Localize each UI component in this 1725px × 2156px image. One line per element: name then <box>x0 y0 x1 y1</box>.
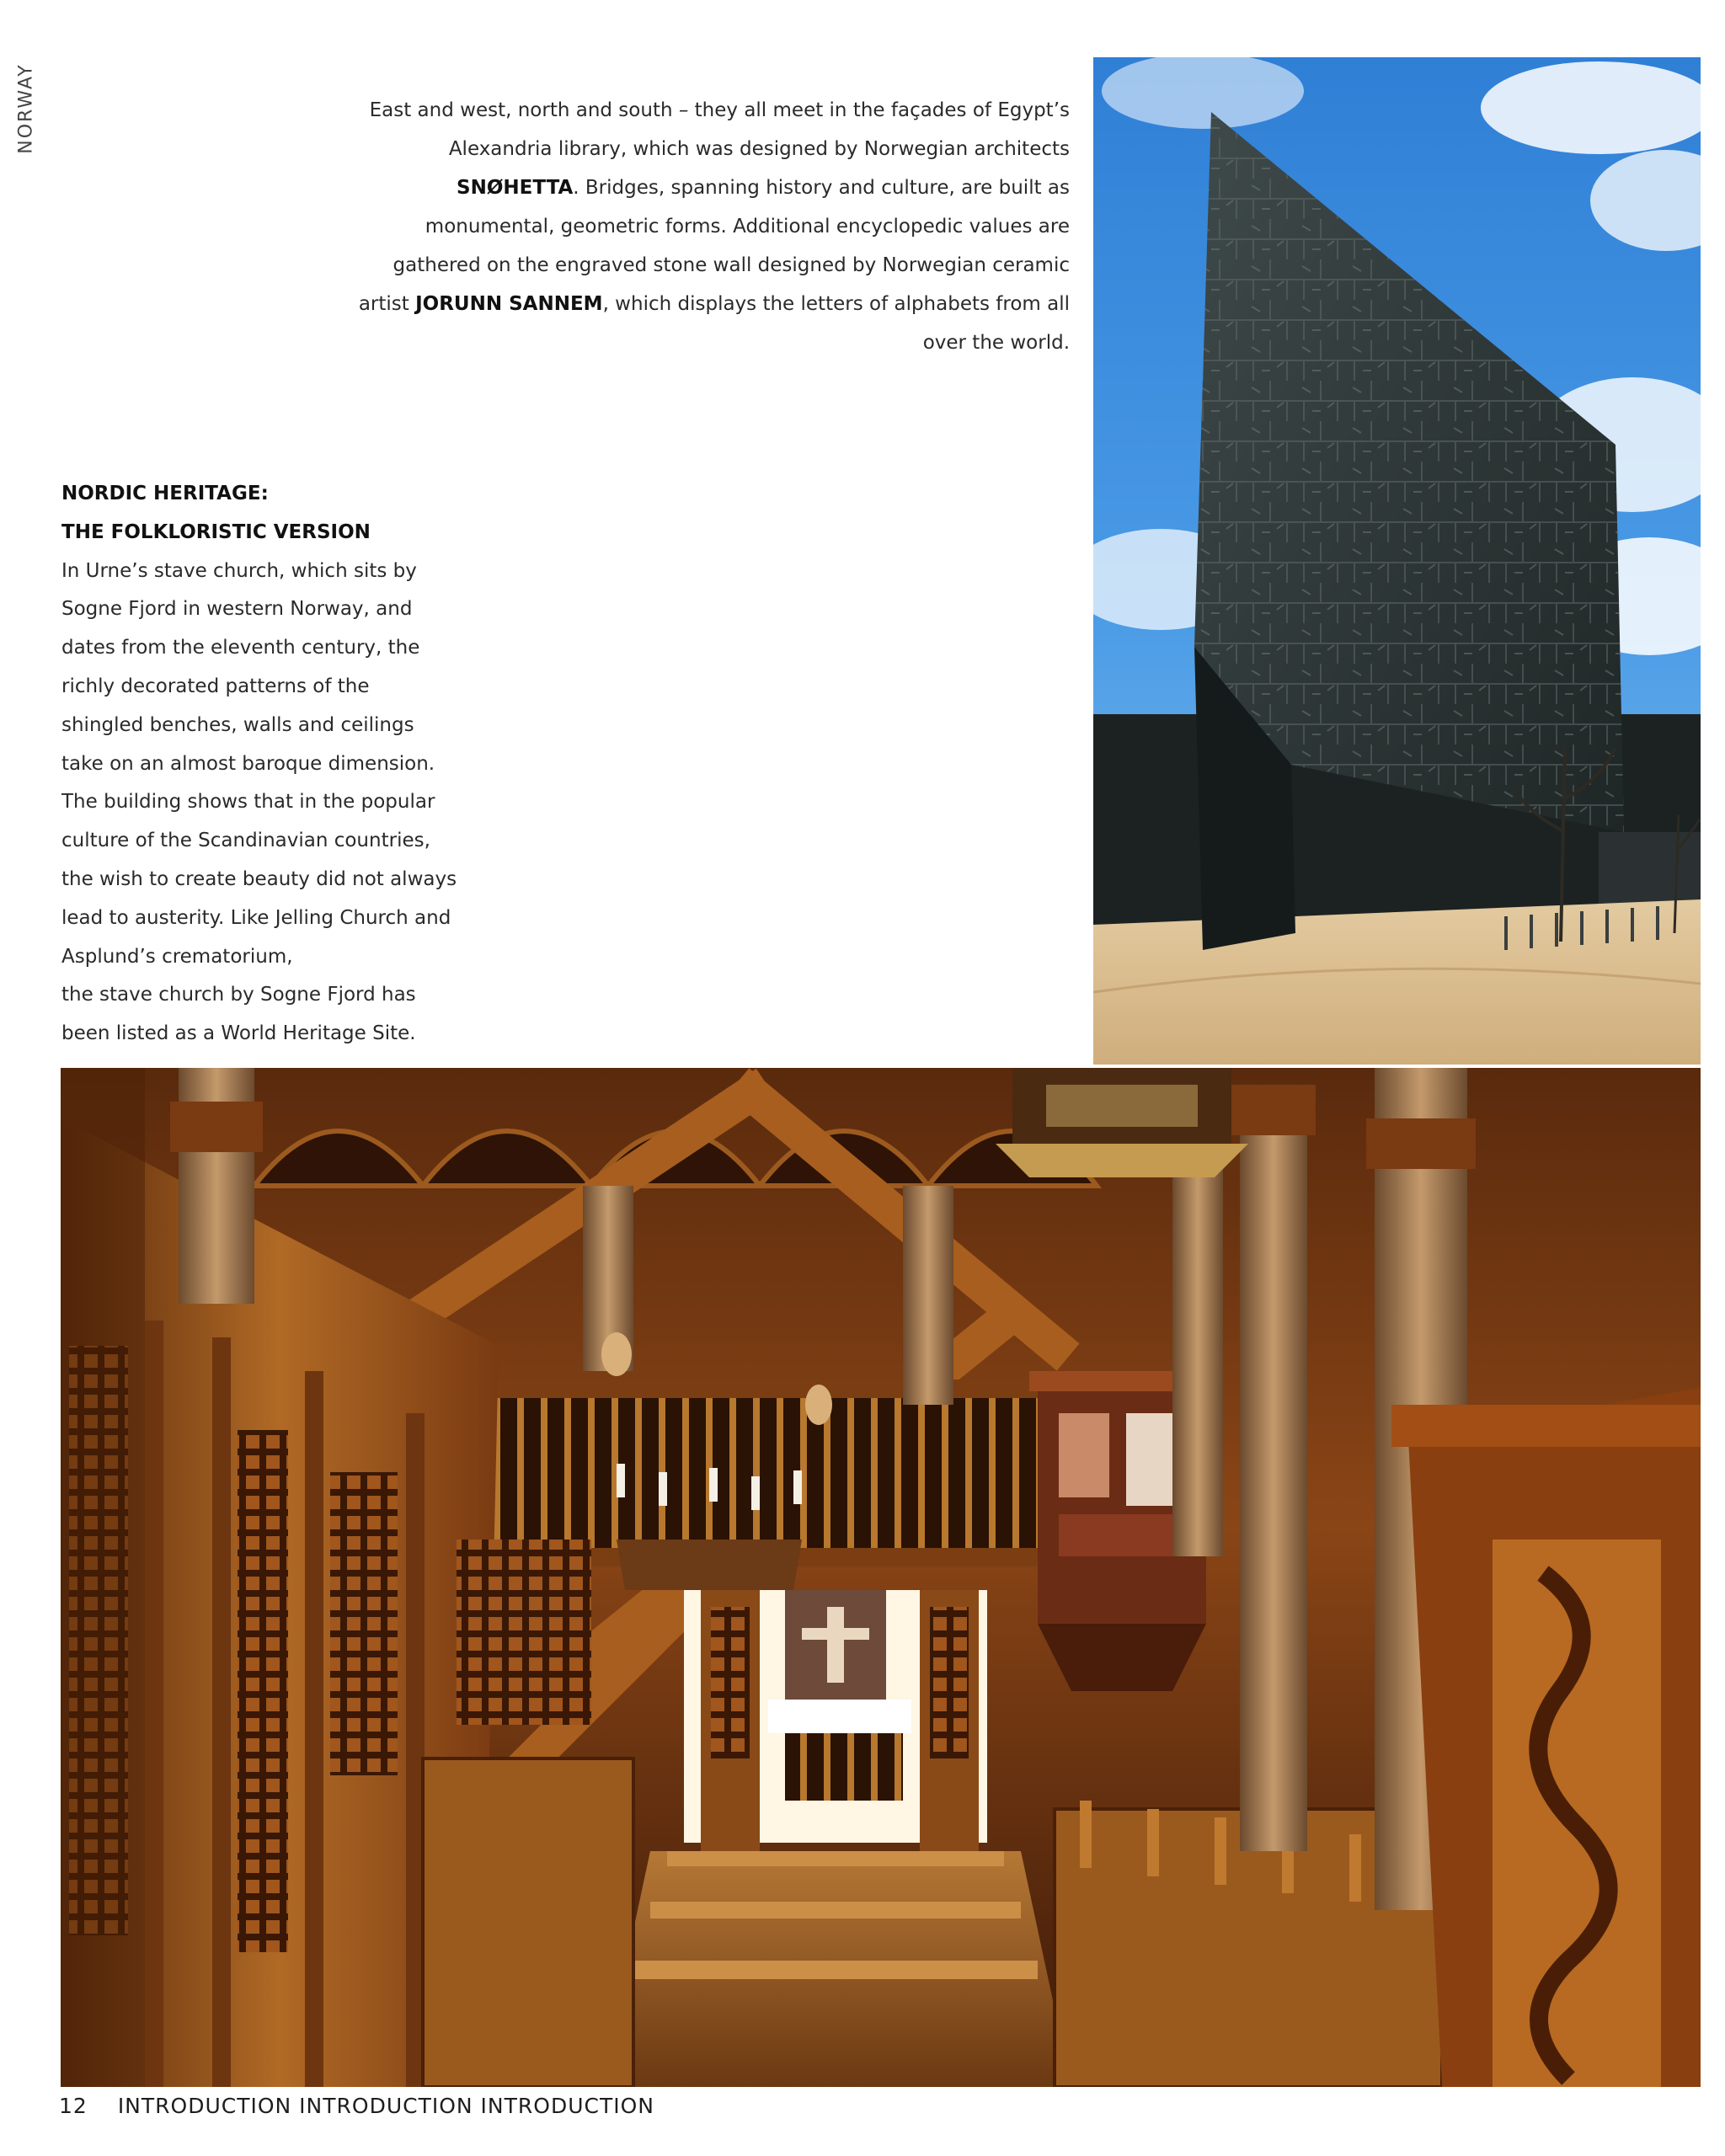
intro-part-3: , which displays the letters of alphabets from all over the world. <box>602 293 1070 354</box>
photo-stave-church-interior <box>61 1068 1701 2087</box>
heritage-text-block <box>61 475 457 1054</box>
heritage-heading-line-2: THE FOLKLORISTIC VERSION <box>61 520 371 543</box>
heritage-body: In Urne’s stave church, which sits by Sogne Fjord in western Norway, and dates from the eleventh century, the richly decorated patterns of the shingled benches, walls and ceilings take on an almost baroque dimension. The building shows that in the popular culture of the Scandinavian countries, the wish to create beauty did not always lead to austerity. Like Jelling Church and Asplund’s crematorium, <box>61 559 457 968</box>
intro-part-1: East and west, north and south – they all meet in the façades of Egypt’s Alexandria library, which was designed by Norwegian architects <box>369 99 1070 160</box>
section-label <box>12 54 40 163</box>
page-number: 12 <box>59 2094 88 2118</box>
photo-alexandria-library <box>1093 57 1701 1065</box>
intro-part-2: . Bridges, spanning history and culture, are built as monumental, geometric forms. Additional encyclopedic values are gathered on the engraved stone wall designed by Norwegian ceramic artist <box>358 177 1070 315</box>
running-title: INTRODUCTION INTRODUCTION INTRODUCTION <box>117 2094 654 2118</box>
heritage-heading-line-1: NORDIC HERITAGE: <box>61 483 269 504</box>
page-footer <box>59 2094 654 2118</box>
architect-name: SNØHETTA <box>457 177 574 199</box>
intro-text-block <box>354 91 1070 362</box>
heritage-heading <box>61 475 457 552</box>
intro-paragraph <box>354 91 1070 362</box>
artist-name: JORUNN SANNEM <box>415 293 603 315</box>
section-label-text: NORWAY <box>15 63 37 154</box>
heritage-body-end: the stave church by Sogne Fjord has been listed as a World Heritage Site. <box>61 984 416 1045</box>
